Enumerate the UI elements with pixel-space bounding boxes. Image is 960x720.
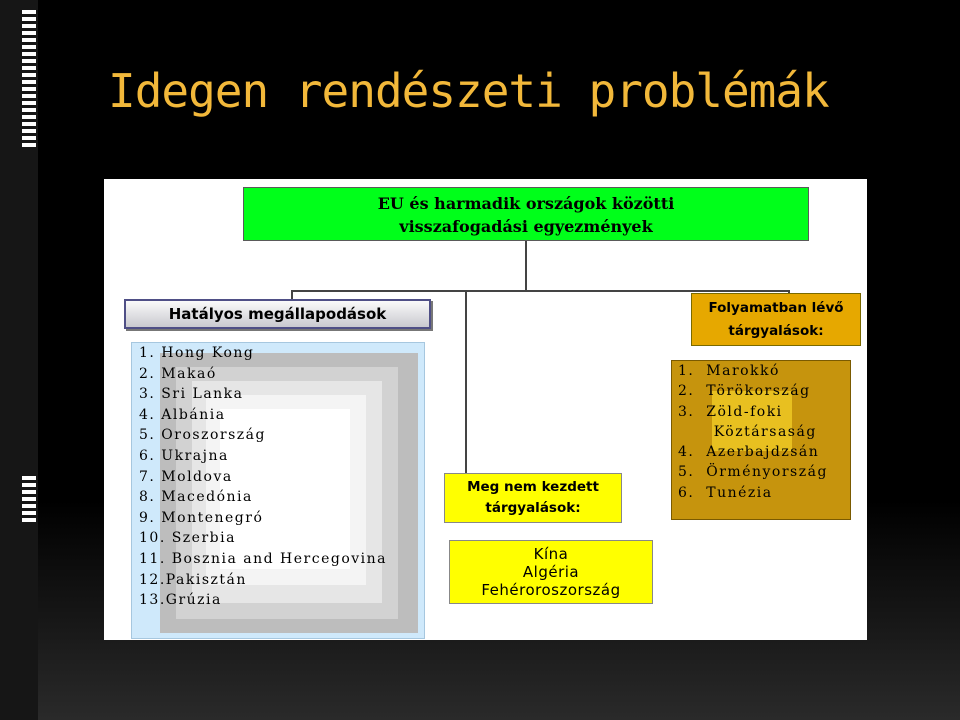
list-item: 10. Szerbia xyxy=(139,530,236,547)
top-bars-decoration xyxy=(22,10,36,150)
connector-vertical-main xyxy=(525,241,527,291)
in-progress-header-line2: tárgyalások: xyxy=(728,323,824,339)
diagram-panel xyxy=(104,179,867,640)
list-item: 2. Törökország xyxy=(678,383,811,400)
list-item: Algéria xyxy=(522,563,580,581)
list-item: 12.Pakisztán xyxy=(139,571,247,588)
not-started-header xyxy=(444,473,622,523)
connector-horizontal xyxy=(291,290,789,292)
in-force-list xyxy=(139,343,387,611)
not-started-header-line2: tárgyalások: xyxy=(485,500,581,516)
slide-title: Idegen rendészeti problémák xyxy=(108,64,829,118)
not-started-header-line1: Meg nem kezdett xyxy=(467,479,599,495)
connector-middle xyxy=(465,290,467,474)
list-item: Köztársaság xyxy=(678,423,817,440)
list-item: 5. Örményország xyxy=(678,464,828,481)
list-item: 4. Azerbajdzsán xyxy=(678,444,820,461)
list-item: 3. Zöld-foki xyxy=(678,403,783,420)
left-decorative-strip xyxy=(0,0,38,720)
list-item: Kína xyxy=(533,545,569,563)
list-item: 8. Macedónia xyxy=(139,489,253,506)
list-item: 13.Grúzia xyxy=(139,592,222,609)
in-progress-header xyxy=(691,293,861,346)
in-force-header: Hatályos megállapodások xyxy=(124,299,431,329)
eu-agreements-box xyxy=(243,187,809,241)
list-item: 11. Bosznia and Hercegovina xyxy=(139,550,388,567)
middle-bars-decoration xyxy=(22,476,36,525)
in-progress-list xyxy=(678,361,828,503)
eu-agreements-line1: EU és harmadik országok közötti xyxy=(377,194,675,213)
list-item: 7. Moldova xyxy=(139,468,233,485)
list-item: 6. Tunézia xyxy=(678,484,773,501)
list-item: 3. Sri Lanka xyxy=(139,386,244,403)
eu-agreements-line2: visszafogadási egyezmények xyxy=(399,217,653,236)
not-started-list xyxy=(449,540,653,604)
list-item: 4. Albánia xyxy=(139,406,226,423)
list-item: 1. Hong Kong xyxy=(139,345,255,361)
list-item: 5. Oroszország xyxy=(139,427,266,444)
list-item: 9. Montenegró xyxy=(139,509,264,526)
list-item: Fehéroroszország xyxy=(481,581,621,599)
in-progress-header-line1: Folyamatban lévő xyxy=(708,300,844,316)
list-item: 6. Ukrajna xyxy=(139,447,229,464)
list-item: 2. Makaó xyxy=(139,365,217,382)
list-item: 1. Marokkó xyxy=(678,363,780,379)
